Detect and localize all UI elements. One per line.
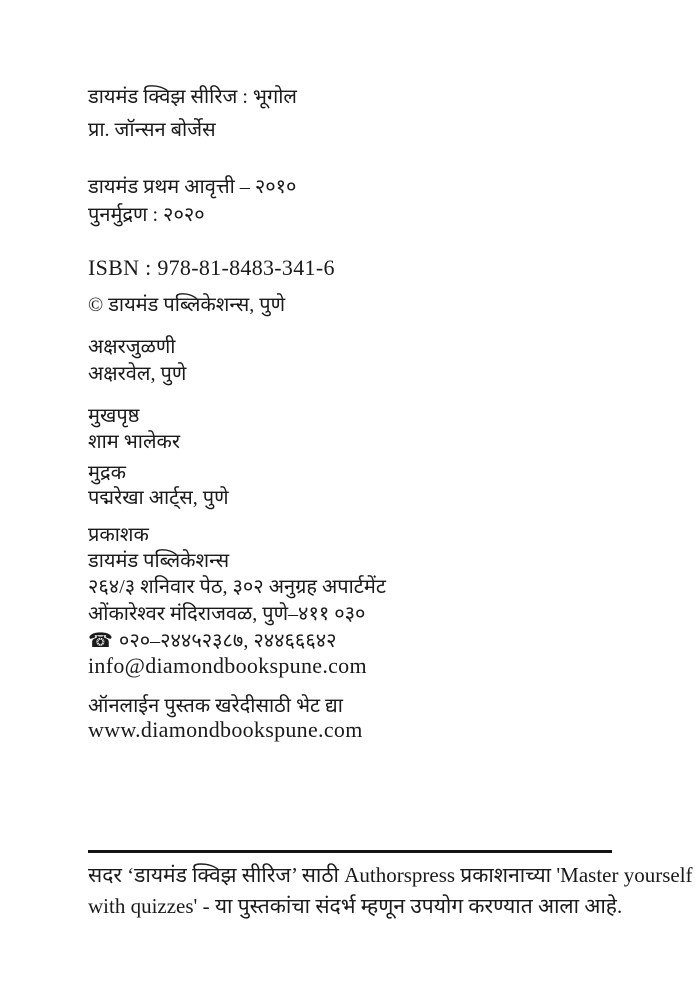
footnote-line-1: सदर ‘डायमंड क्विझ सीरिज’ साठी Authorspress प्रकाशनाच्या 'Master yourself: [88, 863, 693, 887]
phone-numbers: ०२०–२४४५२३८७, २४४६६६४२: [118, 630, 337, 652]
typesetting-value: अक्षरवेल, पुणे: [88, 363, 187, 385]
publisher-email: info@diamondbookspune.com: [88, 653, 367, 678]
divider-rule: [88, 850, 612, 853]
publisher-address-line1: २६४/३ शनिवार पेठ, ३०२ अनुग्रह अपार्टमेंट: [88, 576, 386, 598]
publisher-label: प्रकाशक: [88, 524, 149, 546]
typesetting-label: अक्षरजुळणी: [88, 336, 176, 358]
first-edition-line: डायमंड प्रथम आवृत्ती – २०१०: [88, 176, 297, 198]
footnote-line-2: with quizzes' - या पुस्तकांचा संदर्भ म्हणून उपयोग करण्यात आला आहे.: [88, 894, 623, 918]
copyright-line: © डायमंड पब्लिकेशन्स, पुणे: [88, 294, 286, 316]
publisher-website: www.diamondbookspune.com: [88, 717, 363, 742]
reprint-line: पुनर्मुद्रण : २०२०: [88, 204, 205, 226]
telephone-icon: ☎: [88, 630, 113, 652]
cover-designer-value: शाम भालेकर: [88, 431, 181, 453]
book-title: डायमंड क्विझ सीरिज : भूगोल: [88, 86, 297, 108]
printer-label: मुद्रक: [88, 462, 126, 484]
author-name: प्रा. जॉन्सन बोर्जेस: [88, 119, 216, 141]
printer-value: पद्मरेखा आर्ट्स, पुणे: [88, 487, 229, 509]
cover-designer-label: मुखपृष्ठ: [88, 405, 140, 427]
phone-line: [88, 629, 337, 653]
publisher-name: डायमंड पब्लिकेशन्स: [88, 550, 230, 572]
publisher-address-line2: ओंकारेश्वर मंदिराजवळ, पुणे–४११ ०३०: [88, 603, 366, 625]
isbn-line: ISBN : 978-81-8483-341-6: [88, 255, 335, 280]
online-purchase-cta: ऑनलाईन पुस्तक खरेदीसाठी भेट द्या: [88, 695, 343, 717]
